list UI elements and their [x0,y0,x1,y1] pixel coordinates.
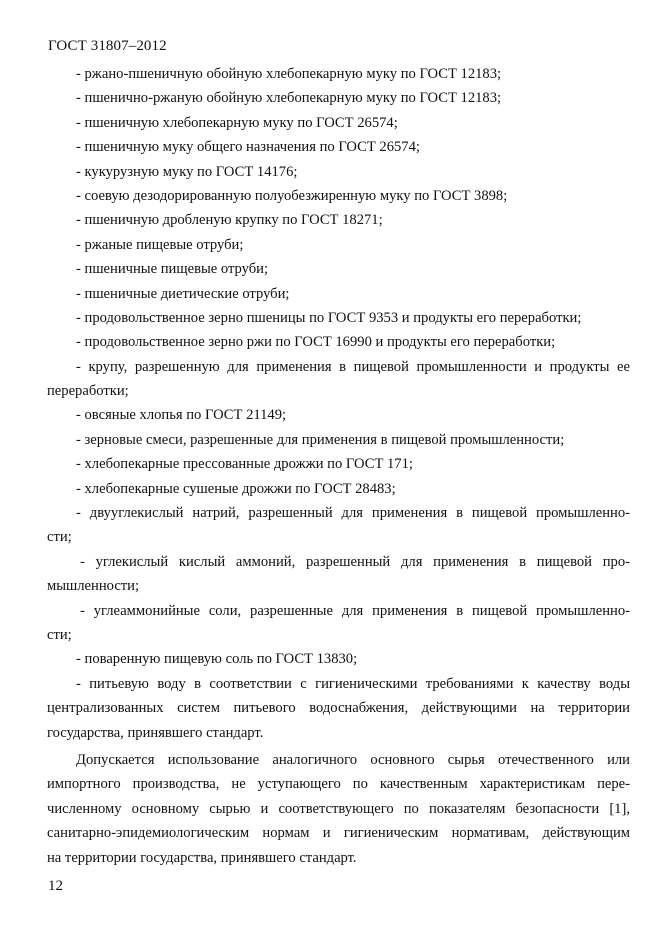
list-item: - пшеничные диетические отруби; [76,285,290,302]
list-item: - хлебопекарные сушеные дрожжи по ГОСТ 28483; [76,480,396,497]
list-item-krupa-line1: - крупу, разрешенную для применения в пищевой промышленности и продукты ее [76,358,630,375]
list-item-voda-line3: государства, принявшего стандарт. [47,724,264,741]
list-item-ammoniy-line2: мышленности; [47,578,140,595]
list-item-soli-line2: сти; [47,626,72,643]
paragraph-line: численному основному сырью и соответствующего по показателям безопасности [1], [47,800,630,817]
list-item: - соевую дезодорированную полуобезжиренную муку по ГОСТ 3898; [76,187,508,204]
list-item: - зерновые смеси, разрешенные для применения в пищевой промышленности; [76,431,565,448]
list-item: - овсяные хлопья по ГОСТ 21149; [76,407,287,424]
list-item: - пшеничную хлебопекарную муку по ГОСТ 26574; [76,114,398,131]
list-item-ammoniy-line1: - углекислый кислый аммоний, разрешенный для применения в пищевой про- [80,553,630,570]
list-item: - продовольственное зерно пшеницы по ГОСТ 9353 и продукты его переработки; [76,309,582,326]
list-item: - ржано-пшеничную обойную хлебопекарную муку по ГОСТ 12183; [76,66,502,82]
list-item: - пшеничную дробленую крупку по ГОСТ 18271; [76,212,383,229]
list-item-voda-line2: централизованных систем питьевого водоснабжения, действующими на территории [47,700,630,717]
list-item-natriy-line2: сти; [47,529,72,546]
list-item: - продовольственное зерно ржи по ГОСТ 16990 и продукты его переработки; [76,334,556,351]
document-body [47,62,630,870]
list-item: - пшеничные пищевые отруби; [76,261,269,278]
list-item: - хлебопекарные прессованные дрожжи по ГОСТ 171; [76,456,413,473]
paragraph-line: на территории государства, принявшего стандарт. [47,849,357,866]
list-item-voda-line1: - питьевую воду в соответствии с гигиеническими требованиями к качеству воды [76,675,630,692]
list-item-sol: - поваренную пищевую соль по ГОСТ 13830; [76,651,358,668]
list-item: - пшеничную муку общего назначения по ГОСТ 26574; [76,139,420,156]
list-item-natriy-line1: - двууглекислый натрий, разрешенный для применения в пищевой промышленно- [76,505,630,522]
list-item-soli-line1: - углеаммонийные соли, разрешенные для применения в пищевой промышленно- [80,602,630,619]
page-number: 12 [48,878,63,894]
list-item: - кукурузную муку по ГОСТ 14176; [76,163,298,180]
list-item-krupa-line2: переработки; [47,383,129,400]
list-item: - ржаные пищевые отруби; [76,236,244,253]
list-item: - пшенично-ржаную обойную хлебопекарную муку по ГОСТ 12183; [76,90,502,107]
paragraph-line: Допускается использование аналогичного основного сырья отечественного или [76,751,630,768]
paragraph-line: санитарно-эпидемиологическим нормам и гигиеническим нормативам, действующим [47,825,630,842]
paragraph-line: импортного производства, не уступающего по качественным характеристикам пере- [47,776,630,793]
document-header: ГОСТ 31807–2012 [48,38,167,54]
